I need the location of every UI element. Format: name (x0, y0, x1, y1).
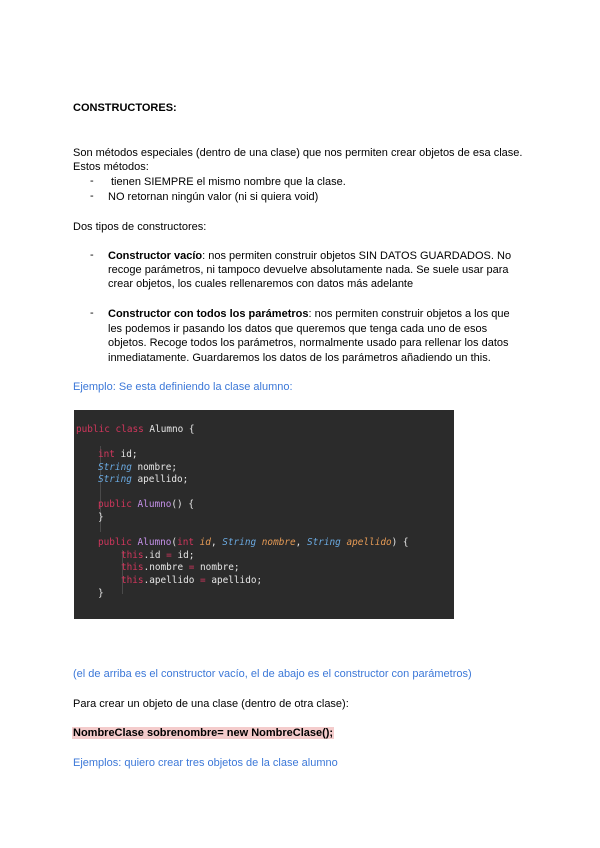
code-line-close-brace: } (98, 512, 104, 523)
code-line-assign-nombre: this.nombre = nombre; (121, 562, 240, 573)
bullet-dash: - (90, 249, 94, 261)
code-line-empty-constructor: public Alumno() { (98, 499, 194, 510)
type2-text: : nos permiten construir objetos a los que (308, 308, 510, 320)
bullet-dash: - (90, 307, 94, 319)
section-heading: CONSTRUCTORES: (73, 102, 177, 114)
type1-text: recoge parámetros, ni tampoco devuelve absolutamente nada. Se suele usar para (108, 264, 509, 276)
type2-text: les podemos ir pasando los datos que queremos que tenga cada uno de esos (108, 323, 488, 335)
type1-title: Constructor vacío (108, 250, 203, 262)
type1-first-line (108, 249, 511, 263)
code-line-assign-apellido: this.apellido = apellido; (121, 575, 263, 586)
syntax-highlight (72, 726, 334, 740)
type1-text: crear objetos, los cuales rellenaremos con datos más adelante (108, 278, 414, 290)
type2-text: inmediatamente. Guardaremos los datos de los parámetros añadiendo un this. (108, 352, 491, 364)
example-label: Ejemplo: Se esta definiendo la clase alumno: (73, 381, 293, 393)
bullet-item: tienen SIEMPRE el mismo nombre que la clase. (111, 176, 346, 188)
type2-first-line (108, 307, 510, 321)
intro-line-2: Estos métodos: (73, 161, 149, 173)
code-line-class: public class Alumno { (76, 424, 195, 435)
bullet-item: NO retornan ningún valor (ni si quiera void) (108, 191, 319, 203)
intro-line-1: Son métodos especiales (dentro de una clase) que nos permiten crear objetos de esa clase. (73, 147, 523, 159)
examples-label: Ejemplos: quiero crear tres objetos de la clase alumno (73, 757, 338, 769)
type1-text: : nos permiten construir objetos SIN DATOS GUARDADOS. No (202, 250, 512, 262)
create-intro: Para crear un objeto de una clase (dentro de otra clase): (73, 698, 349, 710)
type2-text: objetos. Recoge todos los parámetros, normalmente usado para rellenar los datos (108, 337, 509, 349)
code-screenshot (74, 410, 454, 619)
code-line-field-apellido: String apellido; (98, 474, 189, 485)
code-line-param-constructor: public Alumno(int id, String nombre, String apellido) { (98, 537, 409, 548)
bullet-dash: - (90, 190, 94, 202)
code-line-field-id: int id; (98, 449, 138, 460)
types-intro: Dos tipos de constructores: (73, 221, 207, 233)
type2-title: Constructor con todos los parámetros (108, 308, 309, 320)
code-line-close-brace: } (98, 588, 104, 599)
caption: (el de arriba es el constructor vacío, el de abajo es el constructor con parámetros) (73, 668, 472, 680)
code-line-field-nombre: String nombre; (98, 462, 178, 473)
syntax-text: NombreClase sobrenombre= new NombreClase(); (73, 727, 334, 739)
bullet-dash: - (90, 175, 94, 187)
code-line-assign-id: this.id = id; (121, 550, 195, 561)
